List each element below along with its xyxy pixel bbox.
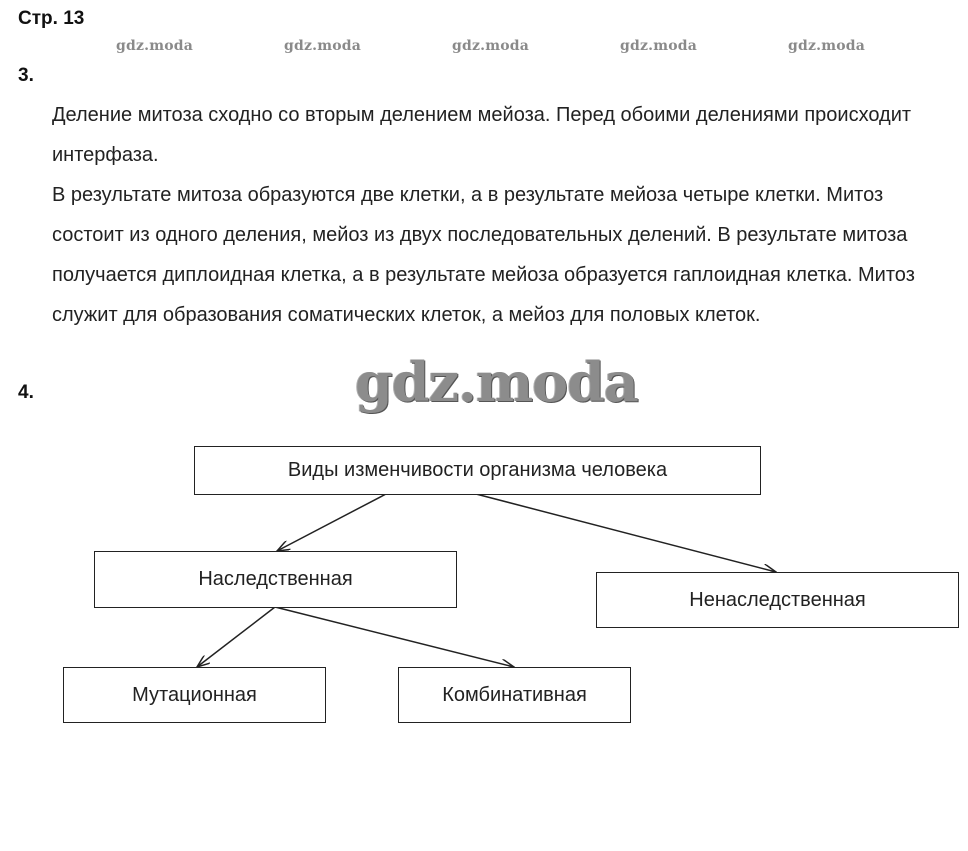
diagram-node-combinative: Комбинативная xyxy=(398,667,631,723)
page-number: Стр. 13 xyxy=(18,8,85,29)
diagram-node-mutational: Мутационная xyxy=(63,667,326,723)
watermark-text: gdz.moda xyxy=(620,38,698,54)
watermark-row xyxy=(0,38,968,58)
watermark-logo: gdz.moda xyxy=(355,350,638,414)
watermark-text: gdz.moda xyxy=(452,38,530,54)
diagram-node-hereditary: Наследственная xyxy=(94,551,457,608)
watermark-text: gdz.moda xyxy=(284,38,362,54)
arrow-root-to-hereditary xyxy=(277,494,386,551)
answer-paragraph: Деление митоза сходно со вторым делением мейоза. Перед обоими делениями происходит интерфаза. xyxy=(52,104,912,166)
arrow-hereditary-to-combinative xyxy=(275,607,514,667)
task-3-answer xyxy=(52,95,942,335)
arrow-root-to-non-hereditary xyxy=(476,494,776,572)
task-3-number: 3. xyxy=(18,65,34,86)
watermark-text: gdz.moda xyxy=(116,38,194,54)
watermark-text: gdz.moda xyxy=(788,38,866,54)
answer-paragraph: В результате митоза образуются две клетки, а в результате мейоза четыре клетки. Митоз состоит из одного деления, мейоз из двух последовательных делений. В результате митоза получается диплоидная клетка, а в результате мейоза образуется гаплоидная клетка. Митоз служит для образования соматических клеток, а мейоз для половых клеток. xyxy=(52,184,915,326)
task-4-number: 4. xyxy=(18,382,34,403)
diagram-node-root: Виды изменчивости организма человека xyxy=(194,446,761,495)
arrow-hereditary-to-mutational xyxy=(197,607,275,667)
diagram-node-non-hereditary: Ненаследственная xyxy=(596,572,959,628)
